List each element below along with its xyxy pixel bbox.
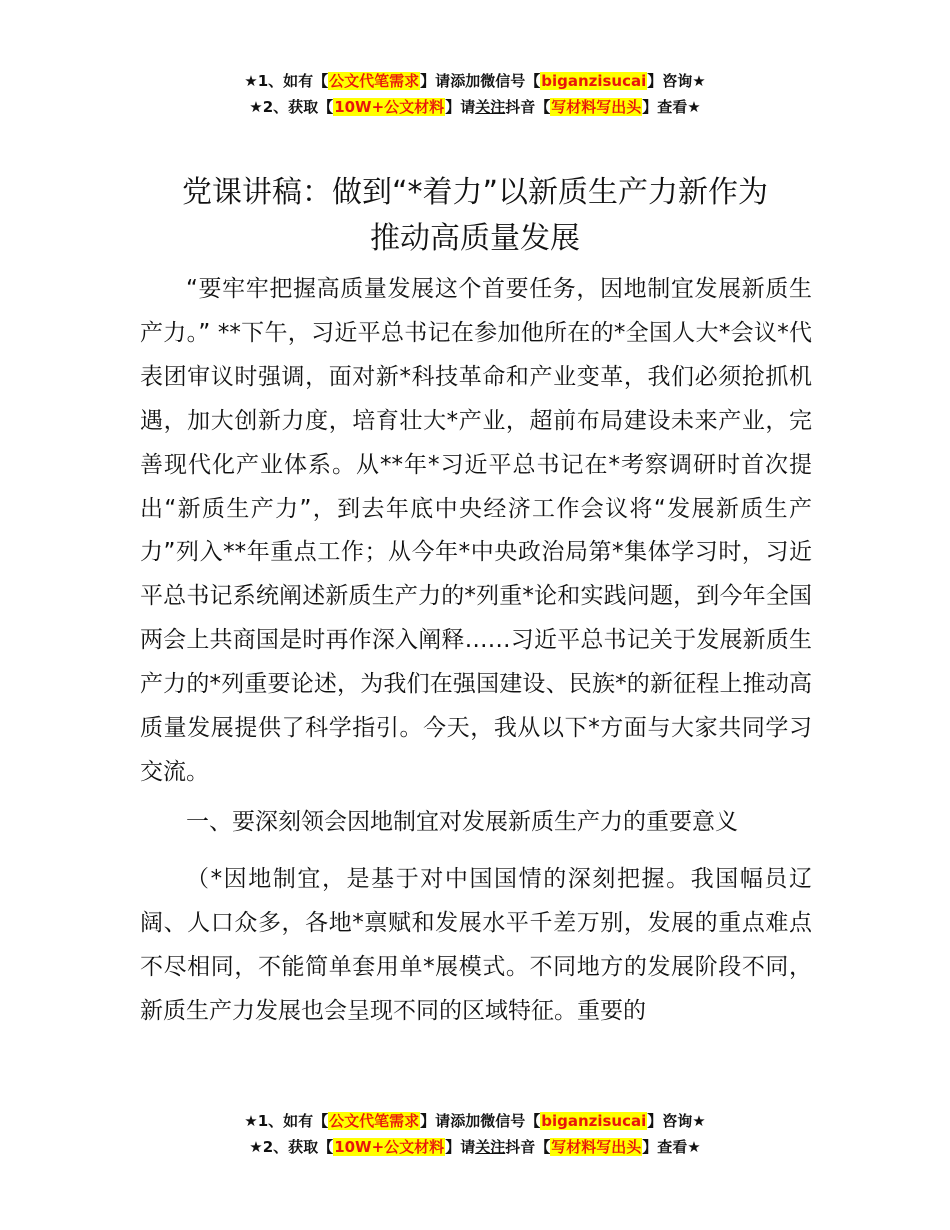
highlight-wechat-id: biganzisucai	[541, 1112, 647, 1130]
highlight-douyin: 写材料写出头	[551, 1138, 642, 1156]
footer-banner-line-1: ★1、如有【公文代笔需求】请添加微信号【biganzisucai】咨询★	[244, 1112, 706, 1130]
paragraph-intro: “要牢牢把握高质量发展这个首要任务，因地制宜发展新质生产力。” **下午，习近平总书记在参加他所在的*全国人大*会议*代表团审议时强调，面对新*科技革命和产业变革，我们必须抢抓机遇，加大创新力度，培育壮大*产业，超前布局建设未来产业，完善现代化产业体系。从**年*习近平总书记在*考察调研时首次提出“新质生产力”，到去年底中央经济工作会议将“发展新质生产力”列入**年重点工作；从今年*中央政治局第*集体学习时，习近平总书记系统阐述新质生产力的*列重*论和实践问题，到今年全国两会上共商国是时再作深入阐释……习近平总书记关于发展新质生产力的*列重要论述，为我们在强国建设、民族*的新征程上推动高质量发展提供了科学指引。今天，我从以下*方面与大家共同学习交流。	[140, 276, 812, 785]
highlight-ghostwriting: 公文代笔需求	[329, 1112, 420, 1130]
highlight-materials: 10W+公文材料	[334, 1138, 445, 1156]
highlight-wechat-id: biganzisucai	[541, 72, 647, 90]
header-banner	[0, 68, 950, 120]
title-line-1: 党课讲稿：做到“*着力”以新质生产力新作为	[181, 175, 769, 210]
footer-banner	[0, 1108, 950, 1160]
paragraph-section-1: （*因地制宜，是基于对中国国情的深刻把握。我国幅员辽阔、人口众多，各地*禀赋和发展水平千差万别，发展的重点难点不尽相同，不能简单套用单*展模式。不同地方的发展阶段不同，新质生产力发展也会呈现不同的区域特征。重要的	[140, 865, 812, 1024]
highlight-douyin: 写材料写出头	[551, 98, 642, 116]
section-heading-1: 一、要深刻领会因地制宜对发展新质生产力的重要意义	[186, 808, 738, 835]
banner-line-2: ★2、获取【10W+公文材料】请关注抖音【写材料写出头】查看★	[249, 98, 701, 116]
title-line-2: 推动高质量发展	[370, 221, 580, 256]
highlight-ghostwriting: 公文代笔需求	[329, 72, 420, 90]
document-title	[120, 170, 830, 262]
highlight-materials: 10W+公文材料	[334, 98, 445, 116]
banner-line-1: ★1、如有【公文代笔需求】请添加微信号【biganzisucai】咨询★	[244, 72, 706, 90]
document-body	[140, 268, 812, 1033]
footer-banner-line-2: ★2、获取【10W+公文材料】请关注抖音【写材料写出头】查看★	[249, 1138, 701, 1156]
